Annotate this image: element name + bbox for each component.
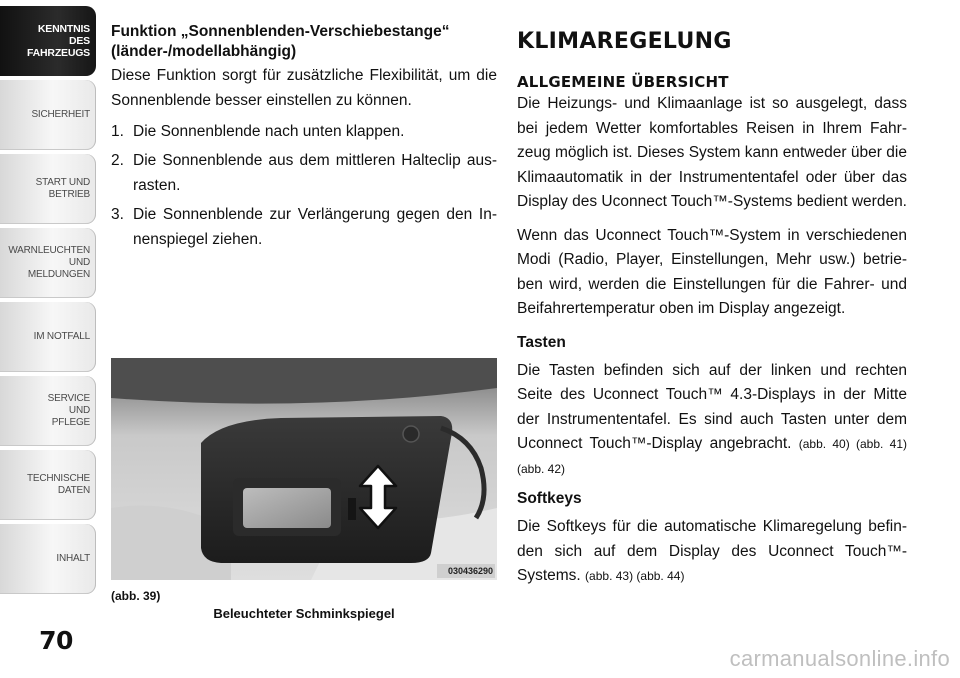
list-item: 2. Die Sonnenblende aus dem mittleren Halteclip aus-rasten. — [111, 152, 497, 194]
sun-visor-steps — [111, 119, 497, 252]
tab-technische-daten[interactable]: TECHNISCHE DATEN — [0, 450, 96, 520]
chapter-tabs — [0, 0, 98, 600]
watermark: carmanualsonline.info — [729, 646, 950, 671]
tab-im-notfall[interactable]: IM NOTFALL — [0, 302, 96, 372]
page-number: 70 — [39, 626, 73, 655]
list-item: 1. Die Sonnenblende nach unten klappen. — [111, 123, 405, 140]
overview-paragraph-1: Die Heizungs- und Klimaanlage ist so ausgelegt, dass bei jedem Wetter komfortables Reisen in Ihrem Fahr-zeug möglich ist. Dieses System kann entweder über die Klimaautomatik in der Instrumententafel oder über das Display des Uconnect Touch™-Systems bedient werden. — [517, 95, 907, 210]
softkeys-paragraph: Die Softkeys für die automatische Klimaregelung befin-den sich auf dem Display des Uconnect Touch™-Systems. (abb. 43) (abb. 44) — [517, 518, 907, 584]
right-column — [517, 28, 907, 598]
overview-paragraph-2: Wenn das Uconnect Touch™-System in verschiedenen Modi (Radio, Player, Einstellungen, Mehr usw.) betrie-ben wird, werden die Einstellungen für die Fahrer- und Beifahrertemperatur oben im Display angezeigt. — [517, 226, 907, 317]
figure-caption: Beleuchteter Schminkspiegel — [213, 606, 395, 621]
section-title: KLIMAREGELUNG — [517, 29, 732, 54]
figure-reference: (abb. 39) — [111, 589, 161, 603]
tab-start-und-betrieb[interactable]: START UND BETRIEB — [0, 154, 96, 224]
tab-inhalt[interactable]: INHALT — [0, 524, 96, 594]
tab-warnleuchten-und-meldungen[interactable]: WARNLEUCHTEN UND MELDUNGEN — [0, 228, 96, 298]
sun-visor-illustration — [111, 358, 497, 580]
overview-title: ALLGEMEINE ÜBERSICHT — [517, 73, 729, 91]
tab-sicherheit[interactable]: SICHERHEIT — [0, 80, 96, 150]
sun-visor-intro: Diese Funktion sorgt für zusätzliche Flexibilität, um die Sonnenblende besser einstellen zu können. — [111, 67, 497, 109]
tasten-paragraph: Die Tasten befinden sich auf der linken und rechten Seite des Uconnect Touch™ 4.3-Displays in der Mitte der Instrumententafel. Es sind auch Tasten unter dem Uconnect Touch™-Display angebracht. (abb. 40) (abb. 41) (abb. 42) — [517, 361, 907, 476]
sun-visor-heading: Funktion „Sonnenblenden-Verschiebestange“ (länder-/modellabhängig) — [111, 23, 450, 60]
tasten-figure-refs[interactable]: (abb. 40) (abb. 41) (abb. 42) — [517, 437, 907, 476]
softkeys-heading: Softkeys — [517, 490, 582, 507]
tasten-heading: Tasten — [517, 333, 566, 351]
figure-code: 030436290 — [447, 566, 493, 576]
tab-service-und-pflege[interactable]: SERVICE UND PFLEGE — [0, 376, 96, 446]
vanity-mirror-figure — [111, 358, 497, 580]
softkeys-figure-refs[interactable]: (abb. 43) (abb. 44) — [585, 569, 685, 583]
tab-kenntnis-des-fahrzeugs[interactable]: KENNTNIS DES FAHRZEUGS — [0, 6, 96, 76]
list-item: 3. Die Sonnenblende zur Verlängerung gegen den In-nenspiegel ziehen. — [111, 206, 497, 248]
left-column — [111, 22, 497, 256]
